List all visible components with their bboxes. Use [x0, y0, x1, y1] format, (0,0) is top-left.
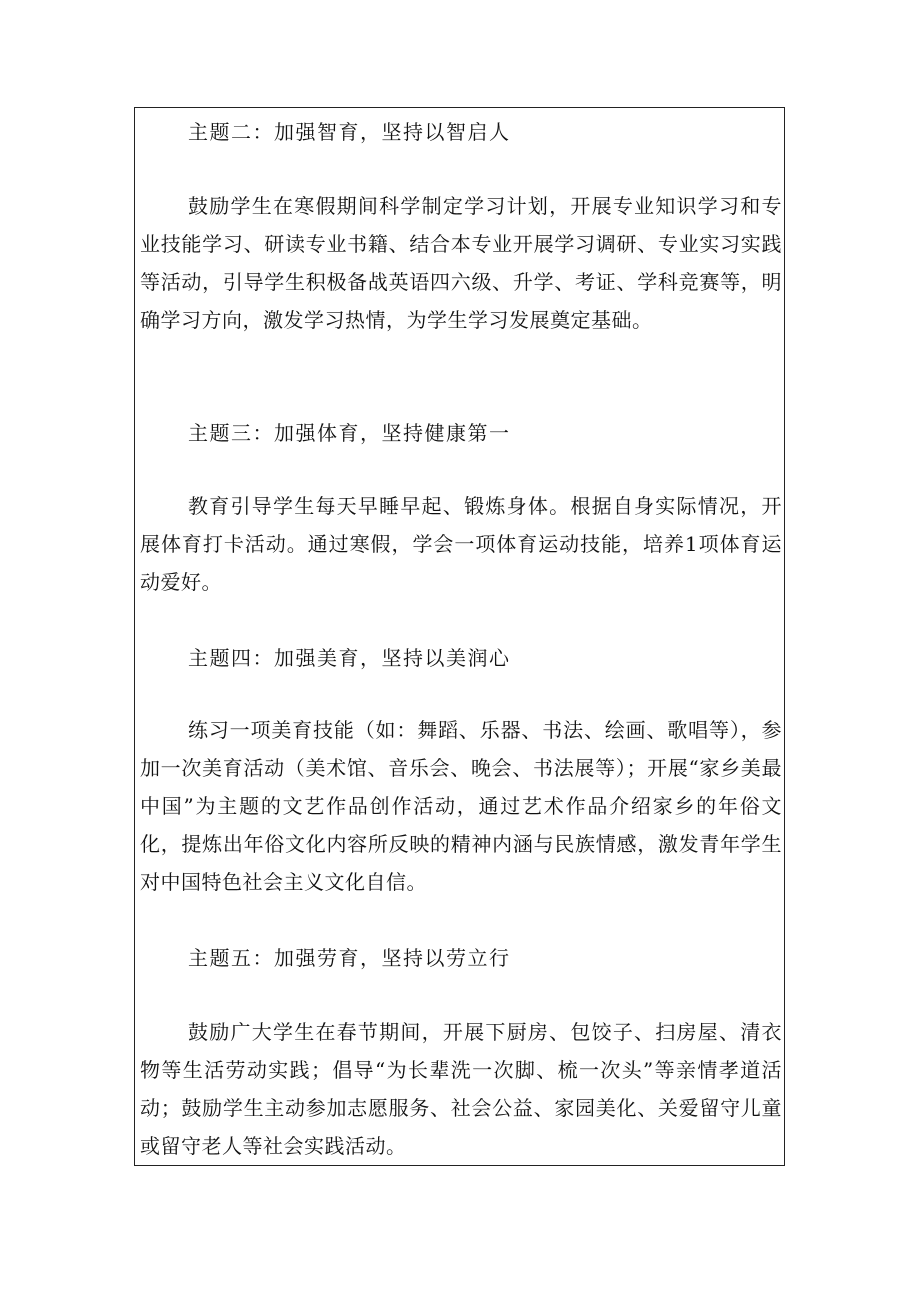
- section-body-4: 练习一项美育技能（如：舞蹈、乐器、书法、绘画、歌唱等），参加一次美育活动（美术馆、音乐会、晚会、书法展等）；开展“家乡美最中国”为主题的文艺作品创作活动，通过艺术作品介绍家乡的年俗文化，提炼出年俗文化内容所反映的精神内涵与民族情感，激发青年学生对中国特色社会主义文化自信。: [140, 718, 782, 894]
- content-table-cell: [134, 107, 785, 1166]
- section-heading-3: 主题三：加强体育，坚持健康第一: [188, 421, 511, 445]
- section-body-3: 教育引导学生每天早睡早起、锻炼身体。根据自身实际情况，开展体育打卡活动。通过寒假，学会一项体育运动技能，培养1项体育运动爱好。: [140, 494, 782, 594]
- section-heading-2: 主题二：加强智育，坚持以智启人: [188, 120, 511, 144]
- section-heading-5: 主题五：加强劳育，坚持以劳立行: [188, 946, 511, 970]
- section-body-2: 鼓励学生在寒假期间科学制定学习计划，开展专业知识学习和专业技能学习、研读专业书籍、结合本专业开展学习调研、专业实习实践等活动，引导学生积极备战英语四六级、升学、考证、学科竞赛等，明确学习方向，激发学习热情，为学生学习发展奠定基础。: [140, 194, 782, 332]
- section-heading-4: 主题四：加强美育，坚持以美润心: [188, 646, 511, 670]
- section-body-5: 鼓励广大学生在春节期间，开展下厨房、包饺子、扫房屋、清衣物等生活劳动实践；倡导“为长辈洗一次脚、梳一次头”等亲情孝道活动；鼓励学生主动参加志愿服务、社会公益、家园美化、关爱留守儿童或留守老人等社会实践活动。: [140, 1020, 782, 1158]
